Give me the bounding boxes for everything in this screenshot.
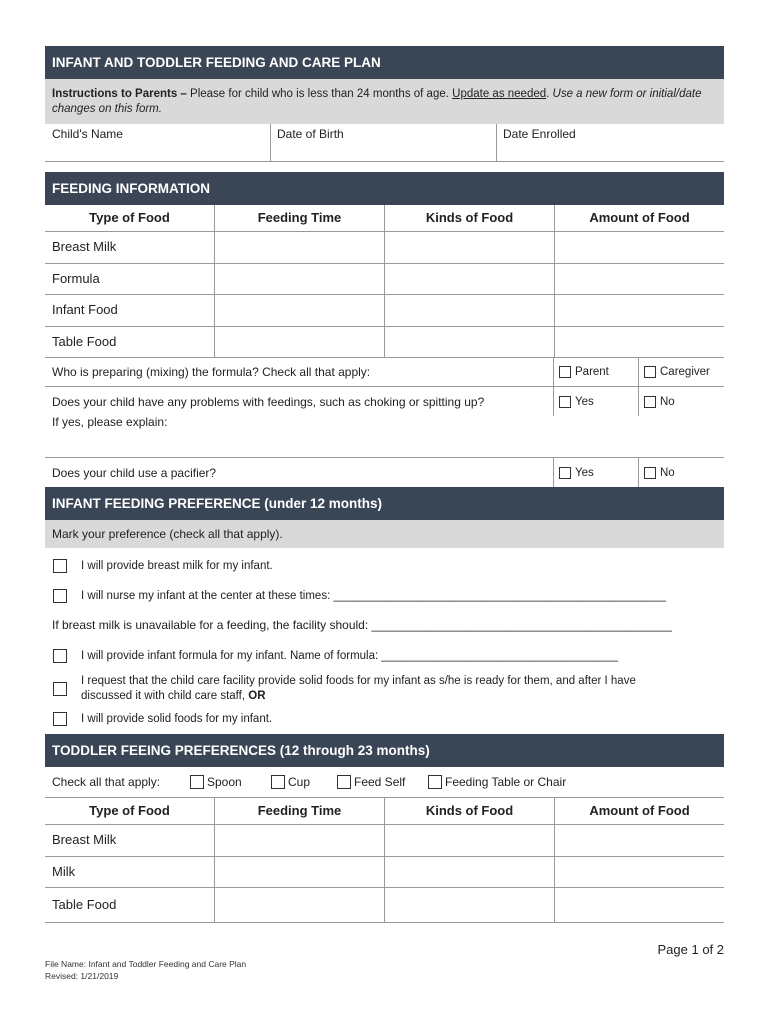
formula-label[interactable]: I will provide infant formula for my infant. Name of formula: _____________________________________ <box>81 649 619 662</box>
instructions-italic: Use a new form or initial/date changes on this form. <box>52 88 702 115</box>
problems-yes-checkbox[interactable] <box>559 396 571 408</box>
toddler-check-row <box>45 767 724 798</box>
table-row <box>45 295 724 327</box>
no-label: No <box>660 466 675 479</box>
input-cell[interactable] <box>385 857 555 888</box>
caregiver-option[interactable] <box>639 358 724 386</box>
col-kinds-of-food: Kinds of Food <box>385 798 555 824</box>
input-cell[interactable] <box>215 888 385 922</box>
page-number: Page 1 of 2 <box>657 942 724 957</box>
solid-request-line1: I request that the child care facility provide solid foods for my infant as s/he is ready for them, and after I have <box>81 675 636 687</box>
col-type-of-food: Type of Food <box>45 798 215 824</box>
row-label-formula: Formula <box>45 264 215 295</box>
solid-request-checkbox[interactable] <box>53 682 67 696</box>
table-row <box>45 264 724 296</box>
footer-revised: Revised: 1/21/2019 <box>45 971 119 981</box>
input-cell[interactable] <box>555 825 724 856</box>
input-cell[interactable] <box>555 857 724 888</box>
toddler-pref-header: TODDLER FEEING PREFERENCES (12 through 23 months) <box>45 734 724 767</box>
pref-solid-request <box>45 672 724 706</box>
input-cell[interactable] <box>215 857 385 888</box>
breast-milk-checkbox[interactable] <box>53 559 67 573</box>
feeding-info-header: FEEDING INFORMATION <box>45 172 724 205</box>
input-cell[interactable] <box>215 232 385 263</box>
input-cell[interactable] <box>385 327 555 358</box>
input-cell[interactable] <box>385 264 555 295</box>
pacifier-question: Does your child use a pacifier? <box>45 458 554 487</box>
col-type-of-food: Type of Food <box>45 205 215 231</box>
update-link: Update as needed <box>452 88 547 100</box>
col-amount-of-food: Amount of Food <box>589 210 690 225</box>
input-cell[interactable] <box>385 232 555 263</box>
yes-label: Yes <box>575 466 594 479</box>
formula-preparer-row <box>45 358 724 387</box>
pref-breast-milk <box>45 554 724 578</box>
input-cell[interactable] <box>215 825 385 856</box>
feeding-table-label: Feeding Table or Chair <box>445 775 567 789</box>
input-cell[interactable] <box>555 232 724 263</box>
feeding-problems-row <box>45 387 724 416</box>
cup-label: Cup <box>288 775 311 789</box>
pacifier-yes-checkbox[interactable] <box>559 467 571 479</box>
pref-formula <box>45 640 724 672</box>
child-info-row <box>45 124 724 162</box>
row-label-breast-milk: Breast Milk <box>45 232 215 263</box>
input-cell[interactable] <box>385 295 555 326</box>
table-row <box>45 857 724 889</box>
table-row <box>45 825 724 857</box>
col-feeding-time: Feeding Time <box>215 205 385 231</box>
nurse-label[interactable]: I will nurse my infant at the center at these times: ____________________________________________________ <box>81 589 667 602</box>
feeding-table-option[interactable] <box>428 775 566 789</box>
spoon-label: Spoon <box>207 775 242 789</box>
nurse-checkbox[interactable] <box>53 589 67 603</box>
input-cell[interactable] <box>215 295 385 326</box>
pacifier-no-option[interactable] <box>639 458 724 487</box>
date-enrolled-field[interactable] <box>497 124 724 161</box>
pref-nurse <box>45 584 724 608</box>
row-label-table-food: Table Food <box>45 888 215 922</box>
child-name-label: Child's Name <box>52 127 123 141</box>
pacifier-row <box>45 458 724 487</box>
input-cell[interactable] <box>385 825 555 856</box>
infant-pref-header: INFANT FEEDING PREFERENCE (under 12 months) <box>45 487 724 520</box>
col-feeding-time: Feeding Time <box>215 798 385 824</box>
row-label-milk: Milk <box>45 857 215 888</box>
toddler-table-header <box>45 798 724 825</box>
table-row <box>45 232 724 264</box>
problems-no-option[interactable] <box>639 387 724 416</box>
parent-label: Parent <box>575 366 609 378</box>
footer-file-info <box>45 958 246 982</box>
row-label-infant-food: Infant Food <box>45 295 215 326</box>
footer-file-name: File Name: Infant and Toddler Feeding and Care Plan <box>45 959 247 969</box>
instructions-lead: Instructions to Parents – <box>52 88 187 100</box>
parent-option[interactable] <box>554 358 639 386</box>
feed-self-option[interactable] <box>337 775 428 789</box>
explain-field[interactable] <box>45 416 724 458</box>
input-cell[interactable] <box>215 327 385 358</box>
problems-no-checkbox[interactable] <box>644 396 656 408</box>
no-label: No <box>660 395 675 408</box>
feed-self-label: Feed Self <box>354 775 406 789</box>
pacifier-no-checkbox[interactable] <box>644 467 656 479</box>
date-enrolled-label: Date Enrolled <box>503 127 576 141</box>
table-row <box>45 327 724 359</box>
input-cell[interactable] <box>215 264 385 295</box>
instructions-text: Please for child who is less than 24 months of age. <box>186 88 453 100</box>
solid-request-label <box>81 674 636 704</box>
form-page <box>45 46 724 923</box>
feeding-problems-question: Does your child have any problems with feedings, such as choking or spitting up? <box>45 387 554 416</box>
parent-checkbox[interactable] <box>559 366 571 378</box>
spoon-checkbox[interactable] <box>190 775 204 789</box>
form-title: INFANT AND TODDLER FEEDING AND CARE PLAN <box>45 46 724 79</box>
feeding-table-header <box>45 205 724 232</box>
feeding-table-checkbox[interactable] <box>428 775 442 789</box>
input-cell[interactable] <box>555 264 724 295</box>
feed-self-checkbox[interactable] <box>337 775 351 789</box>
col-amount-of-food: Amount of Food <box>589 803 690 818</box>
cup-checkbox[interactable] <box>271 775 285 789</box>
or-label: OR <box>248 690 266 702</box>
caregiver-label: Caregiver <box>660 366 710 378</box>
caregiver-checkbox[interactable] <box>644 366 656 378</box>
breast-milk-label: I will provide breast milk for my infant. <box>81 559 273 572</box>
row-label-table-food: Table Food <box>45 327 215 358</box>
instructions-period: . <box>546 88 553 100</box>
input-cell[interactable] <box>385 888 555 922</box>
solid-provide-checkbox[interactable] <box>53 712 67 726</box>
yes-label: Yes <box>575 395 594 408</box>
input-cell[interactable] <box>555 295 724 326</box>
solid-provide-label: I will provide solid foods for my infant. <box>81 712 273 725</box>
mark-preference: Mark your preference (check all that apply). <box>45 520 724 548</box>
cup-option[interactable] <box>271 775 337 789</box>
pref-solid-provide <box>45 706 724 732</box>
input-cell[interactable] <box>555 327 724 358</box>
row-label-breast-milk: Breast Milk <box>45 825 215 856</box>
solid-request-line2: discussed it with child care staff, <box>81 690 249 702</box>
child-name-field[interactable] <box>45 124 271 161</box>
formula-preparer-question: Who is preparing (mixing) the formula? Check all that apply: <box>45 358 554 386</box>
input-cell[interactable] <box>555 888 724 922</box>
check-all-label: Check all that apply: <box>52 775 161 789</box>
unavailable-line[interactable]: If breast milk is unavailable for a feeding, the facility should: _____________________________________________ <box>52 618 672 632</box>
dob-label: Date of Birth <box>277 127 344 141</box>
instructions <box>45 79 724 124</box>
table-row <box>45 888 724 923</box>
explain-label: If yes, please explain: <box>52 415 168 429</box>
col-kinds-of-food: Kinds of Food <box>385 205 555 231</box>
formula-checkbox[interactable] <box>53 649 67 663</box>
dob-field[interactable] <box>271 124 497 161</box>
spoon-option[interactable] <box>190 775 271 789</box>
pacifier-yes-option[interactable] <box>554 458 639 487</box>
problems-yes-option[interactable] <box>554 387 639 416</box>
